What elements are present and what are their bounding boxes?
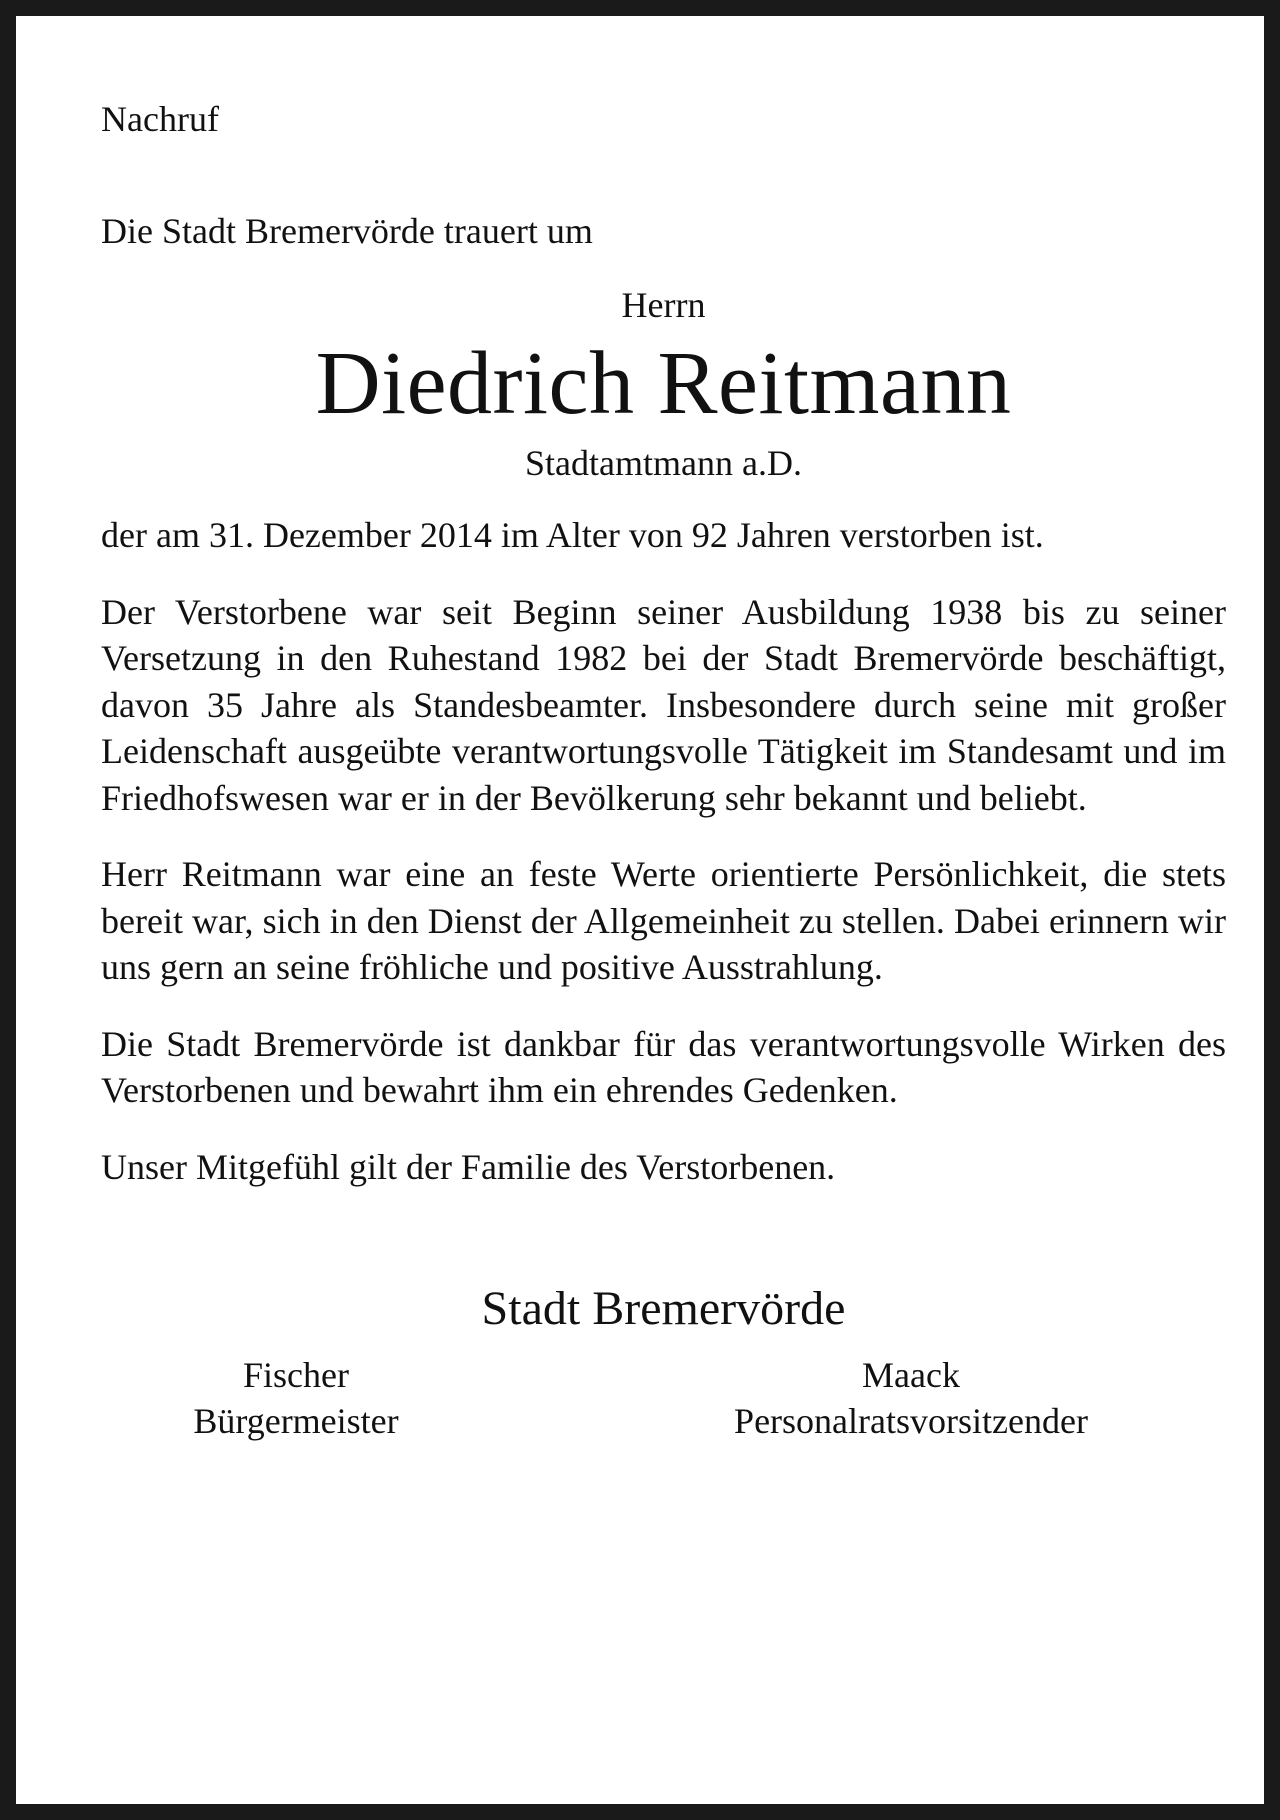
signatory-role: Personalratsvorsitzender <box>734 1400 1088 1441</box>
paragraph-gratitude: Die Stadt Bremervörde ist dankbar für das verantwortungsvolle Wirken des Verstorbenen und bewahrt ihm ein ehrendes Gedenken. <box>101 1023 1226 1110</box>
salutation: Herrn <box>621 285 706 325</box>
signatures <box>101 1352 1226 1452</box>
deceased-name: Diedrich Reitmann <box>315 334 1012 433</box>
notice-label: Nachruf <box>101 99 219 139</box>
paragraph-death-date: der am 31. Dezember 2014 im Alter von 92 Jahren verstorben ist. <box>101 515 1044 555</box>
notice-content <box>101 96 1226 1452</box>
paragraph-personality: Herr Reitmann war eine an feste Werte orientierte Persönlichkeit, die stets bereit war, sich in den Dienst der Allgemeinheit zu stellen. Dabei erinnern wir uns gern an seine fröhliche und positive Ausstrahlung. <box>101 854 1226 987</box>
signatory-mayor <box>151 1352 441 1444</box>
signatory-name: Fischer <box>243 1354 349 1395</box>
paragraph-career: Der Verstorbene war seit Beginn seiner Ausbildung 1938 bis zu seiner Versetzung in den Ruhestand 1982 bei der Stadt Bremervörde beschäftigt, davon 35 Jahre als Standesbeamter. Insbesondere durch seine mit großer Leidenschaft ausgeübte verantwortungsvolle Tätigkeit im Standesamt und im Friedhofswesen war er in der Bevölkerung sehr bekannt und beliebt. <box>101 591 1226 818</box>
signatory-staff-council <box>701 1352 1121 1444</box>
organization-name: Stadt Bremervörde <box>481 1281 846 1335</box>
signatory-role: Bürgermeister <box>193 1400 399 1441</box>
deceased-title: Stadtamtmann a.D. <box>525 443 802 483</box>
intro-line: Die Stadt Bremervörde trauert um <box>101 211 593 251</box>
signatory-name: Maack <box>862 1354 960 1395</box>
condolence-line: Unser Mitgefühl gilt der Familie des Verstorbenen. <box>101 1146 836 1187</box>
